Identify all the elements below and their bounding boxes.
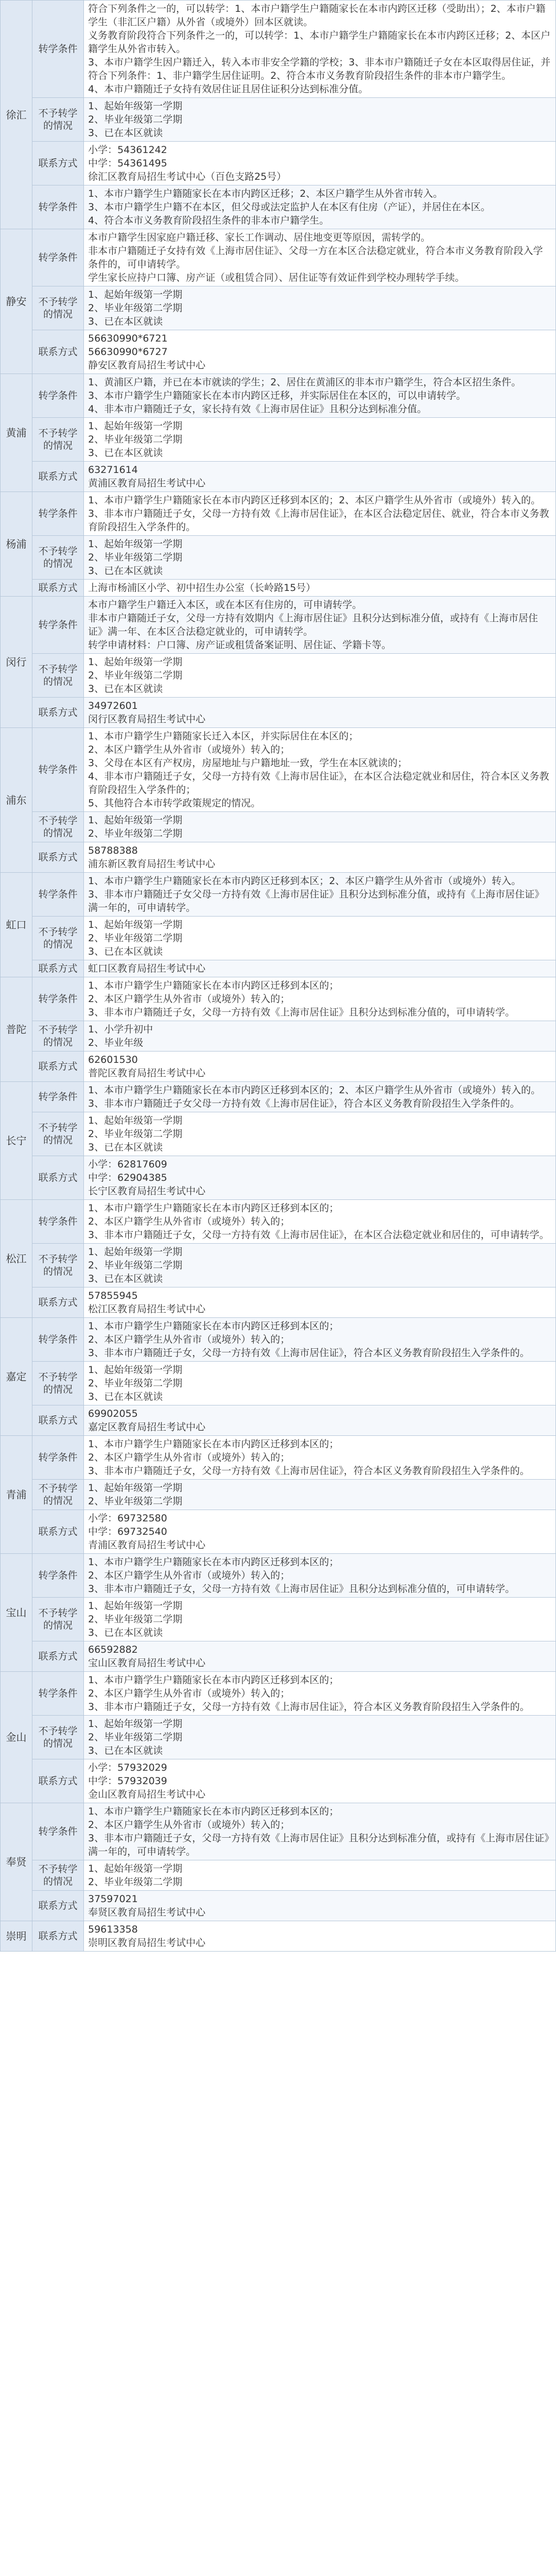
content-line: 3、已在本区就读 [88,565,163,577]
content-line: 2、毕业年级第二学期 [88,933,183,944]
content-line: 2、毕业年级第二学期 [88,302,183,314]
content-cell [84,1803,556,1860]
content-line: 2、本区户籍学生从外省市（或境外）转入的； [88,1819,290,1831]
content-cell [84,873,556,917]
table-row [1,1672,556,1716]
table-row [1,728,556,812]
content-cell [84,1405,556,1436]
district-cell: 杨浦 [1,492,32,597]
table-row [1,1,556,98]
category-cell: 不予转学的情况 [32,1244,84,1287]
category-cell: 联系方式 [32,960,84,977]
content-cell [84,1052,556,1082]
content-line: 中学：69732540 [88,1526,167,1537]
table-row [1,1436,556,1480]
content-line: 1、本市户籍学生户籍随家长迁入本区，并实际居住在本区的； [88,731,359,742]
table-row [1,1598,556,1641]
content-line: 本市户籍学生因家庭户籍迁移、家长工作调动、居住地变更等原因，需转学的。 [88,232,431,243]
district-cell: 宝山 [1,1554,32,1672]
content-line: 3、非本市户籍随迁子女，父母一方持有效《上海市居住证》，在本区合法稳定居住、就业，符合本市义务教育阶段招生入学条件的。 [88,508,549,533]
category-cell: 不予转学的情况 [32,812,84,842]
category-cell: 联系方式 [32,1759,84,1803]
table-row [1,229,556,286]
content-line: 3、已在本区就读 [88,316,163,327]
category-cell: 不予转学的情况 [32,1598,84,1641]
table-row [1,1112,556,1156]
content-cell [84,1891,556,1921]
content-line: 2、本区户籍学生从外省市（或境外）转入的； [88,1570,290,1581]
table-row [1,1641,556,1672]
table-row [1,960,556,977]
content-line: 徐汇区教育局招生考试中心（百色支路25号） [88,171,287,182]
content-cell [84,654,556,698]
content-line: 4、本市户籍随迁子女持有效居住证且居住证积分达到标准分值。 [88,83,369,95]
category-cell: 转学条件 [32,1318,84,1362]
content-line: 2、毕业年级第二学期 [88,434,183,445]
content-line: 2、本区户籍学生从外省市（或境外）转入的； [88,1452,290,1463]
content-line: 2、本区户籍学生从外省市（或境外）转入的； [88,993,290,1005]
content-line: 中学：62904385 [88,1172,167,1183]
category-cell: 联系方式 [32,462,84,492]
content-line: 转学申请材料：户口簿、房产证或租赁备案证明、居住证、学籍卡等。 [88,639,392,651]
content-line: 中学：54361495 [88,158,167,169]
category-cell: 转学条件 [32,1,84,98]
category-cell: 转学条件 [32,1803,84,1860]
content-line: 长宁区教育局招生考试中心 [88,1185,206,1197]
table-row [1,842,556,873]
category-cell: 转学条件 [32,374,84,418]
table-row [1,462,556,492]
content-cell [84,812,556,842]
content-cell [84,330,556,374]
content-line: 58788388 [88,845,138,856]
content-line: 2、毕业年级第二学期 [88,1378,183,1389]
content-line: 1、本市户籍学生户籍随家长在本市内跨区迁移到本区的； [88,1556,339,1568]
content-line: 中学：57932039 [88,1775,167,1787]
content-line: 2、毕业年级第二学期 [88,1128,183,1140]
content-line: 4、符合本市义务教育阶段招生条件的非本市户籍学生。 [88,215,329,226]
content-cell [84,1860,556,1891]
content-line: 1、本市户籍学生户籍随家长在本市内跨区迁移到本区；2、本区户籍学生从外省市（或境外）转入。 [88,875,522,887]
table-row [1,418,556,462]
content-cell [84,374,556,418]
table-row [1,1921,556,1952]
content-cell [84,1200,556,1244]
content-line: 非本市户籍随迁子女持有效《上海市居住证》、父母一方在本区合法稳定就业，符合本市义务教育阶段入学条件的，可申请转学。 [88,245,543,270]
content-line: 2、毕业年级第二学期 [88,670,183,681]
content-line: 1、起始年级第一学期 [88,1718,183,1730]
table-row [1,1362,556,1405]
category-cell: 不予转学的情况 [32,536,84,580]
category-cell: 不予转学的情况 [32,1860,84,1891]
table-row [1,1287,556,1318]
district-cell: 浦东 [1,728,32,873]
content-line: 3、非本市户籍随迁子女，父母一方持有效《上海市居住证》且积分达到标准分值，或持有《上海市居住证》满一年的，可申请转学。 [88,1833,549,1857]
category-cell: 联系方式 [32,698,84,728]
content-cell [84,1362,556,1405]
content-line: 1、起始年级第一学期 [88,1364,183,1376]
content-line: 1、起始年级第一学期 [88,1863,183,1874]
category-cell: 转学条件 [32,873,84,917]
district-cell: 虹口 [1,873,32,977]
table-row [1,286,556,330]
content-cell [84,418,556,462]
category-cell: 联系方式 [32,1052,84,1082]
content-line: 3、非本市户籍随迁子女，父母一方持有效《上海市居住证》且积分达到标准分值的，可申请转学。 [88,1583,515,1595]
content-line: 1、起始年级第一学期 [88,919,183,930]
category-cell: 转学条件 [32,597,84,654]
table-row [1,492,556,536]
category-cell: 联系方式 [32,842,84,873]
content-line: 1、本市户籍学生户籍随家长在本市内跨区迁移到本区的； [88,1320,339,1332]
content-line: 非本市户籍随迁子女，父母一方持有效期内《上海市居住证》且积分达到标准分值，或持有《上海市居住证》满一年、在本区合法稳定就业的，可申请转学。 [88,613,538,637]
content-line: 1、起始年级第一学期 [88,420,183,432]
table-row [1,917,556,960]
content-line: 3、非本市户籍随迁子女父母一方持有效《上海市居住证》且积分达到标准分值，或持有《上海市居住证》满一年的，可申请转学。 [88,889,545,913]
table-row [1,654,556,698]
content-line: 3、已在本区就读 [88,1745,163,1756]
content-line: 3、本市户籍学生因户籍迁入，转入本市非安全学籍的学校；3、非本市户籍随迁子女在本区取得居住证，并符合下列条件：1、非户籍学生居住证明。2、符合本市义务教育阶段招生条件的非本市户籍学生。 [88,57,551,81]
district-cell: 松江 [1,1200,32,1318]
content-line: 2、毕业年级第二学期 [88,1876,183,1888]
content-line: 63271614 [88,464,138,476]
category-cell: 联系方式 [32,1510,84,1554]
content-cell [84,597,556,654]
content-cell [84,1436,556,1480]
table-body [1,1,556,1952]
content-cell [84,1112,556,1156]
table-row [1,142,556,185]
content-line: 虹口区教育局招生考试中心 [88,963,206,974]
content-line: 静安区教育局招生考试中心 [88,360,206,371]
table-row [1,1244,556,1287]
content-line: 57855945 [88,1290,138,1301]
table-row [1,1803,556,1860]
content-line: 1、起始年级第一学期 [88,538,183,550]
content-line: 1、起始年级第一学期 [88,656,183,668]
content-line: 3、本市户籍学生户籍不在本区，但父母或法定监护人在本区有住房（产证），并居住在本区。 [88,201,491,213]
content-cell [84,1287,556,1318]
content-cell [84,185,556,229]
content-cell [84,1554,556,1598]
category-cell: 转学条件 [32,1554,84,1598]
table-row [1,812,556,842]
content-line: 松江区教育局招生考试中心 [88,1303,206,1315]
table-row [1,536,556,580]
category-cell: 不予转学的情况 [32,98,84,142]
district-cell: 长宁 [1,1082,32,1200]
content-line: 1、本市户籍学生户籍随家长在本市内跨区迁移到本区的；2、本区户籍学生从外省市（或境外）转入的。 [88,495,541,506]
category-cell: 联系方式 [32,1287,84,1318]
content-cell [84,1598,556,1641]
content-line: 3、非本市户籍随迁子女，父母一方持有效《上海市居住证》，在本区合法稳定就业和居住的，可申请转学。 [88,1229,549,1241]
content-line: 上海市杨浦区小学、初中招生办公室（长岭路15号） [88,582,316,594]
content-line: 1、本市户籍学生户籍随家长在本市内跨区迁移到本区的； [88,980,339,991]
district-cell: 静安 [1,229,32,374]
content-line: 小学：54361242 [88,144,167,156]
content-line: 1、起始年级第一学期 [88,1482,183,1494]
content-cell [84,492,556,536]
content-line: 3、已在本区就读 [88,1391,163,1402]
content-line: 2、毕业年级第二学期 [88,1732,183,1743]
content-line: 小学：62817609 [88,1159,167,1170]
content-line: 2、毕业年级第二学期 [88,114,183,125]
table-row [1,1891,556,1921]
content-line: 1、本市户籍学生户籍随家长在本市内跨区迁移到本区的； [88,1674,339,1686]
content-line: 3、本市户籍学生户籍随家长在本市内跨区迁移，并实际居住在本区的，可以申请转学。 [88,390,466,401]
category-cell: 联系方式 [32,1405,84,1436]
table-row [1,1405,556,1436]
table-row [1,1318,556,1362]
content-cell [84,536,556,580]
content-cell [84,1759,556,1803]
category-cell: 转学条件 [32,229,84,286]
content-line: 1、本市户籍学生户籍随家长在本市内跨区迁移到本区的； [88,1438,339,1450]
category-cell: 转学条件 [32,1200,84,1244]
table-row [1,374,556,418]
category-cell: 转学条件 [32,977,84,1021]
content-cell [84,1921,556,1952]
content-cell [84,1156,556,1200]
category-cell: 联系方式 [32,330,84,374]
category-cell: 联系方式 [32,1641,84,1672]
category-cell: 不予转学的情况 [32,1021,84,1052]
content-line: 2、毕业年级第二学期 [88,1260,183,1271]
content-cell [84,1641,556,1672]
category-cell: 不予转学的情况 [32,1112,84,1156]
category-cell: 联系方式 [32,1921,84,1952]
table-row [1,1554,556,1598]
content-line: 3、已在本区就读 [88,127,163,139]
category-cell: 联系方式 [32,580,84,597]
table-row [1,98,556,142]
content-line: 奉贤区教育局招生考试中心 [88,1907,206,1918]
table-row [1,873,556,917]
table-row [1,977,556,1021]
content-line: 34972601 [88,700,138,711]
district-cell: 崇明 [1,1921,32,1952]
content-line: 3、父母在本区有产权房，房屋地址与户籍地址一致，学生在本区就读的； [88,757,408,769]
content-line: 1、本市户籍学生户籍随家长在本市内跨区迁移到本区的； [88,1202,339,1214]
content-cell [84,1480,556,1510]
content-cell [84,1,556,98]
district-cell: 嘉定 [1,1318,32,1436]
table-row [1,1200,556,1244]
category-cell: 转学条件 [32,728,84,812]
content-line: 黄浦区教育局招生考试中心 [88,478,206,489]
category-cell: 联系方式 [32,1156,84,1200]
content-line: 2、本区户籍学生从外省市（或境外）转入的； [88,744,290,755]
content-line: 3、非本市户籍随迁子女，父母一方持有效《上海市居住证》，符合本区义务教育阶段招生入学条件的。 [88,1347,530,1359]
content-line: 3、已在本区就读 [88,447,163,459]
content-line: 1、黄浦区户籍，并已在本市就读的学生；2、居住在黄浦区的非本市户籍学生，符合本区招生条件。 [88,377,522,388]
content-line: 2、毕业年级第二学期 [88,1614,183,1625]
district-cell: 普陀 [1,977,32,1082]
table-row [1,1480,556,1510]
category-cell: 不予转学的情况 [32,418,84,462]
content-line: 3、已在本区就读 [88,1627,163,1638]
category-cell: 转学条件 [32,492,84,536]
content-line: 3、非本市户籍随迁子女，父母一方持有效《上海市居住证》，符合本区义务教育阶段招生入学条件的。 [88,1701,530,1713]
content-line: 62601530 [88,1054,138,1065]
content-line: 2、本区户籍学生从外省市（或境外）转入的； [88,1334,290,1345]
content-line: 37597021 [88,1893,138,1905]
content-line: 3、非本市户籍随迁子女，父母一方持有效《上海市居住证》且积分达到标准分值的，可申请转学。 [88,1007,515,1018]
content-line: 3、已在本区就读 [88,1142,163,1153]
content-line: 小学：69732580 [88,1513,167,1524]
content-cell [84,1510,556,1554]
content-line: 1、本市户籍学生户籍随家长在本市内跨区迁移；2、本区户籍学生从外省市转入。 [88,188,443,199]
content-line: 青浦区教育局招生考试中心 [88,1539,206,1551]
table-row [1,330,556,374]
content-line: 2、本区户籍学生从外省市（或境外）转入的； [88,1216,290,1227]
content-line: 普陀区教育局招生考试中心 [88,1067,206,1079]
district-cell: 黄浦 [1,374,32,492]
content-line: 3、已在本区就读 [88,946,163,957]
category-cell: 转学条件 [32,1672,84,1716]
content-line: 符合下列条件之一的，可以转学：1、本市户籍学生户籍随家长在本市内跨区迁移（受助出）；2、本市户籍学生（非汇区户籍）从外省（或境外）回本区就读。 [88,3,546,28]
content-cell [84,960,556,977]
content-line: 本市户籍学生户籍迁入本区，或在本区有住房的，可申请转学。 [88,599,362,611]
content-line: 66592882 [88,1644,138,1655]
table-row [1,1759,556,1803]
content-cell [84,1716,556,1759]
table-row [1,1860,556,1891]
category-cell: 不予转学的情况 [32,1362,84,1405]
content-line: 1、本市户籍学生户籍随家长在本市内跨区迁移到本区的； [88,1806,339,1817]
table-row [1,185,556,229]
content-cell [84,462,556,492]
content-line: 5、其他符合本市转学政策规定的情况。 [88,798,261,809]
content-line: 3、非本市户籍随迁子女父母一方持有效《上海市居住证》，符合本区义务教育阶段招生入学条件的。 [88,1098,520,1109]
district-cell: 金山 [1,1672,32,1803]
content-line: 崇明区教育局招生考试中心 [88,1937,206,1948]
category-cell: 不予转学的情况 [32,1480,84,1510]
content-cell [84,917,556,960]
content-line: 3、已在本区就读 [88,1273,163,1284]
category-cell: 联系方式 [32,1891,84,1921]
content-cell [84,728,556,812]
category-cell: 转学条件 [32,1082,84,1112]
content-cell [84,842,556,873]
content-line: 1、起始年级第一学期 [88,1600,183,1612]
content-line: 2、毕业年级第二学期 [88,1496,183,1507]
table-row [1,1052,556,1082]
category-cell: 不予转学的情况 [32,286,84,330]
content-line: 1、起始年级第一学期 [88,100,183,112]
table-row [1,1156,556,1200]
district-cell: 闵行 [1,597,32,728]
content-line: 1、起始年级第一学期 [88,289,183,300]
content-line: 嘉定区教育局招生考试中心 [88,1421,206,1433]
table-row [1,1082,556,1112]
content-cell [84,1318,556,1362]
content-line: 闵行区教育局招生考试中心 [88,714,206,725]
content-cell [84,286,556,330]
content-line: 3、已在本区就读 [88,683,163,694]
category-cell: 转学条件 [32,185,84,229]
content-line: 59613358 [88,1924,138,1935]
content-cell [84,1672,556,1716]
content-cell [84,1021,556,1052]
content-cell [84,229,556,286]
content-line: 1、起始年级第一学期 [88,1246,183,1258]
content-cell [84,1082,556,1112]
content-line: 1、本市户籍学生户籍随家长在本市内跨区迁移到本区的；2、本区户籍学生从外省市（或境外）转入的。 [88,1084,541,1096]
content-line: 2、毕业年级第二学期 [88,552,183,563]
content-cell [84,977,556,1021]
category-cell: 联系方式 [32,142,84,185]
content-line: 2、毕业年级第二学期 [88,828,183,839]
content-line: 1、起始年级第一学期 [88,815,183,826]
content-line: 1、小学升初中 [88,1024,153,1035]
content-line: 义务教育阶段符合下列条件之一的，可以转学：1、本市户籍学生户籍随家长在本市内跨区迁移；2、本区户籍学生从外省市转入。 [88,30,551,55]
table-row [1,1021,556,1052]
content-line: 4、非本市户籍随迁子女，家长持有效《上海市居住证》且积分达到标准分值。 [88,403,427,415]
category-cell: 不予转学的情况 [32,917,84,960]
content-line: 宝山区教育局招生考试中心 [88,1657,206,1669]
content-line: 56630990*6727 [88,346,168,358]
category-cell: 转学条件 [32,1436,84,1480]
content-cell [84,98,556,142]
content-cell [84,142,556,185]
district-cell: 徐汇 [1,1,32,229]
content-line: 3、非本市户籍随迁子女，父母一方持有效《上海市居住证》，符合本区义务教育阶段招生入学条件的。 [88,1465,530,1477]
content-cell [84,1244,556,1287]
content-line: 1、起始年级第一学期 [88,1115,183,1126]
table-row [1,580,556,597]
category-cell: 不予转学的情况 [32,1716,84,1759]
content-line: 56630990*6721 [88,333,168,344]
content-line: 小学：57932029 [88,1762,167,1773]
table-row [1,1716,556,1759]
content-line: 金山区教育局招生考试中心 [88,1789,206,1800]
table-row [1,1510,556,1554]
content-line: 4、非本市户籍随迁子女，父母一方持有效《上海市居住证》，在本区合法稳定就业和居住，符合本区义务教育阶段招生入学条件的； [88,771,549,795]
content-line: 学生家长应持户口簿、房产证（或租赁合同）、居住证等有效证件到学校办理转学手续。 [88,272,465,283]
content-line: 浦东新区教育局招生考试中心 [88,858,216,870]
district-cell: 青浦 [1,1436,32,1554]
content-line: 2、毕业年级 [88,1037,144,1048]
content-cell [84,580,556,597]
content-line: 2、本区户籍学生从外省市（或境外）转入的； [88,1688,290,1699]
table-row [1,698,556,728]
category-cell: 不予转学的情况 [32,654,84,698]
content-cell [84,698,556,728]
content-line: 69902055 [88,1408,138,1419]
table-row [1,597,556,654]
district-cell: 奉贤 [1,1803,32,1921]
